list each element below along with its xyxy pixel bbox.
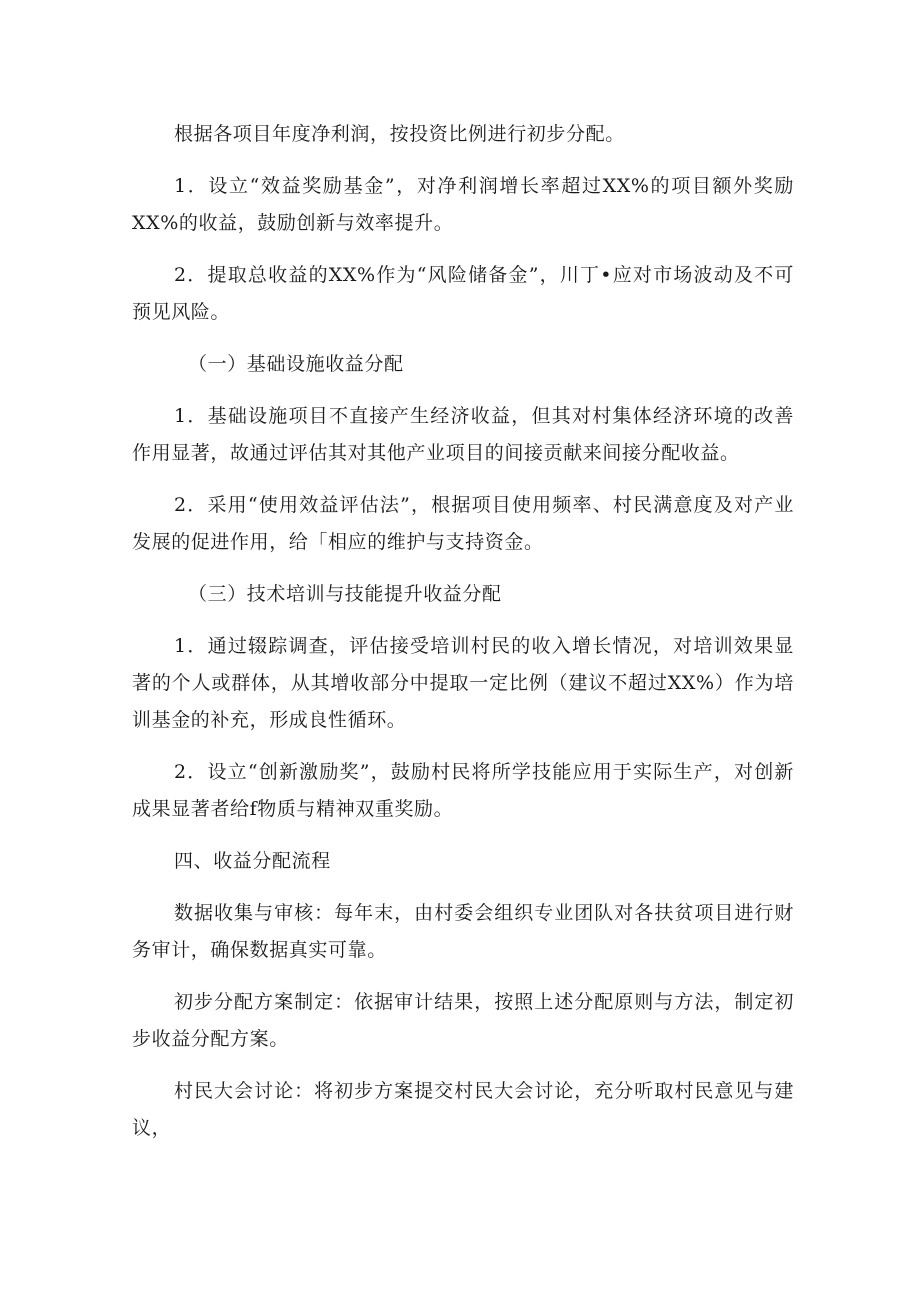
paragraph-initial-allocation: 根据各项目年度净利润，按投资比例进行初步分配。 <box>174 123 625 145</box>
paragraph-training-tracking: 1．通过辍踪调查，评估接受培训村民的收入增长情况，对培训效果显著的个人或群体，从其增收部分中提取一定比例（建议不超过XX%）作为培训基金的补充，形成良性循环。 <box>132 635 794 731</box>
heading-training: （三）技术培训与技能提升收益分配 <box>188 583 502 605</box>
paragraph-data-collection: 数据收集与审核：每年末，由村委会组织专业团队对各扶贫项目进行财务审计，确保数据真实可靠。 <box>132 902 794 961</box>
paragraph-usage-evaluation: 2．采用“使用效益评估法”，根据项目使用频率、村民满意度及对产业发展的促进作用，给「相应的维护与支持资金。 <box>132 494 794 553</box>
heading-infrastructure: （一）基础设施收益分配 <box>188 353 404 375</box>
paragraph-villager-assembly: 村民大会讨论：将初步方案提交村民大会讨论，充分听取村民意见与建议， <box>132 1080 794 1139</box>
paragraph-risk-reserve: 2．提取总收益的XX%作为“风险储备金”，川丁•应对市场波动及不可预见风险。 <box>132 264 794 323</box>
paragraph-plan-drafting: 初步分配方案制定：依据审计结果，按照上述分配原则与方法，制定初步收益分配方案。 <box>132 991 794 1050</box>
paragraph-infrastructure-indirect: 1．基础设施项目不直接产生经济收益，但其对村集体经济环境的改善作用显著，故通过评估其对其他产业项目的间接贡献来间接分配收益。 <box>132 405 794 464</box>
paragraph-benefit-fund: 1．设立“效益奖励基金”，对净利润增长率超过XX%的项目额外奖励XX%的收益，鼓励创新与效率提升。 <box>132 175 794 234</box>
heading-distribution-process: 四、收益分配流程 <box>174 850 331 872</box>
paragraph-innovation-award: 2．设立“创新激励奖”，鼓励村民将所学技能应用于实际生产，对创新成果显著者给f物质与精神双重奖励。 <box>132 761 794 820</box>
document-body <box>132 116 794 1147</box>
